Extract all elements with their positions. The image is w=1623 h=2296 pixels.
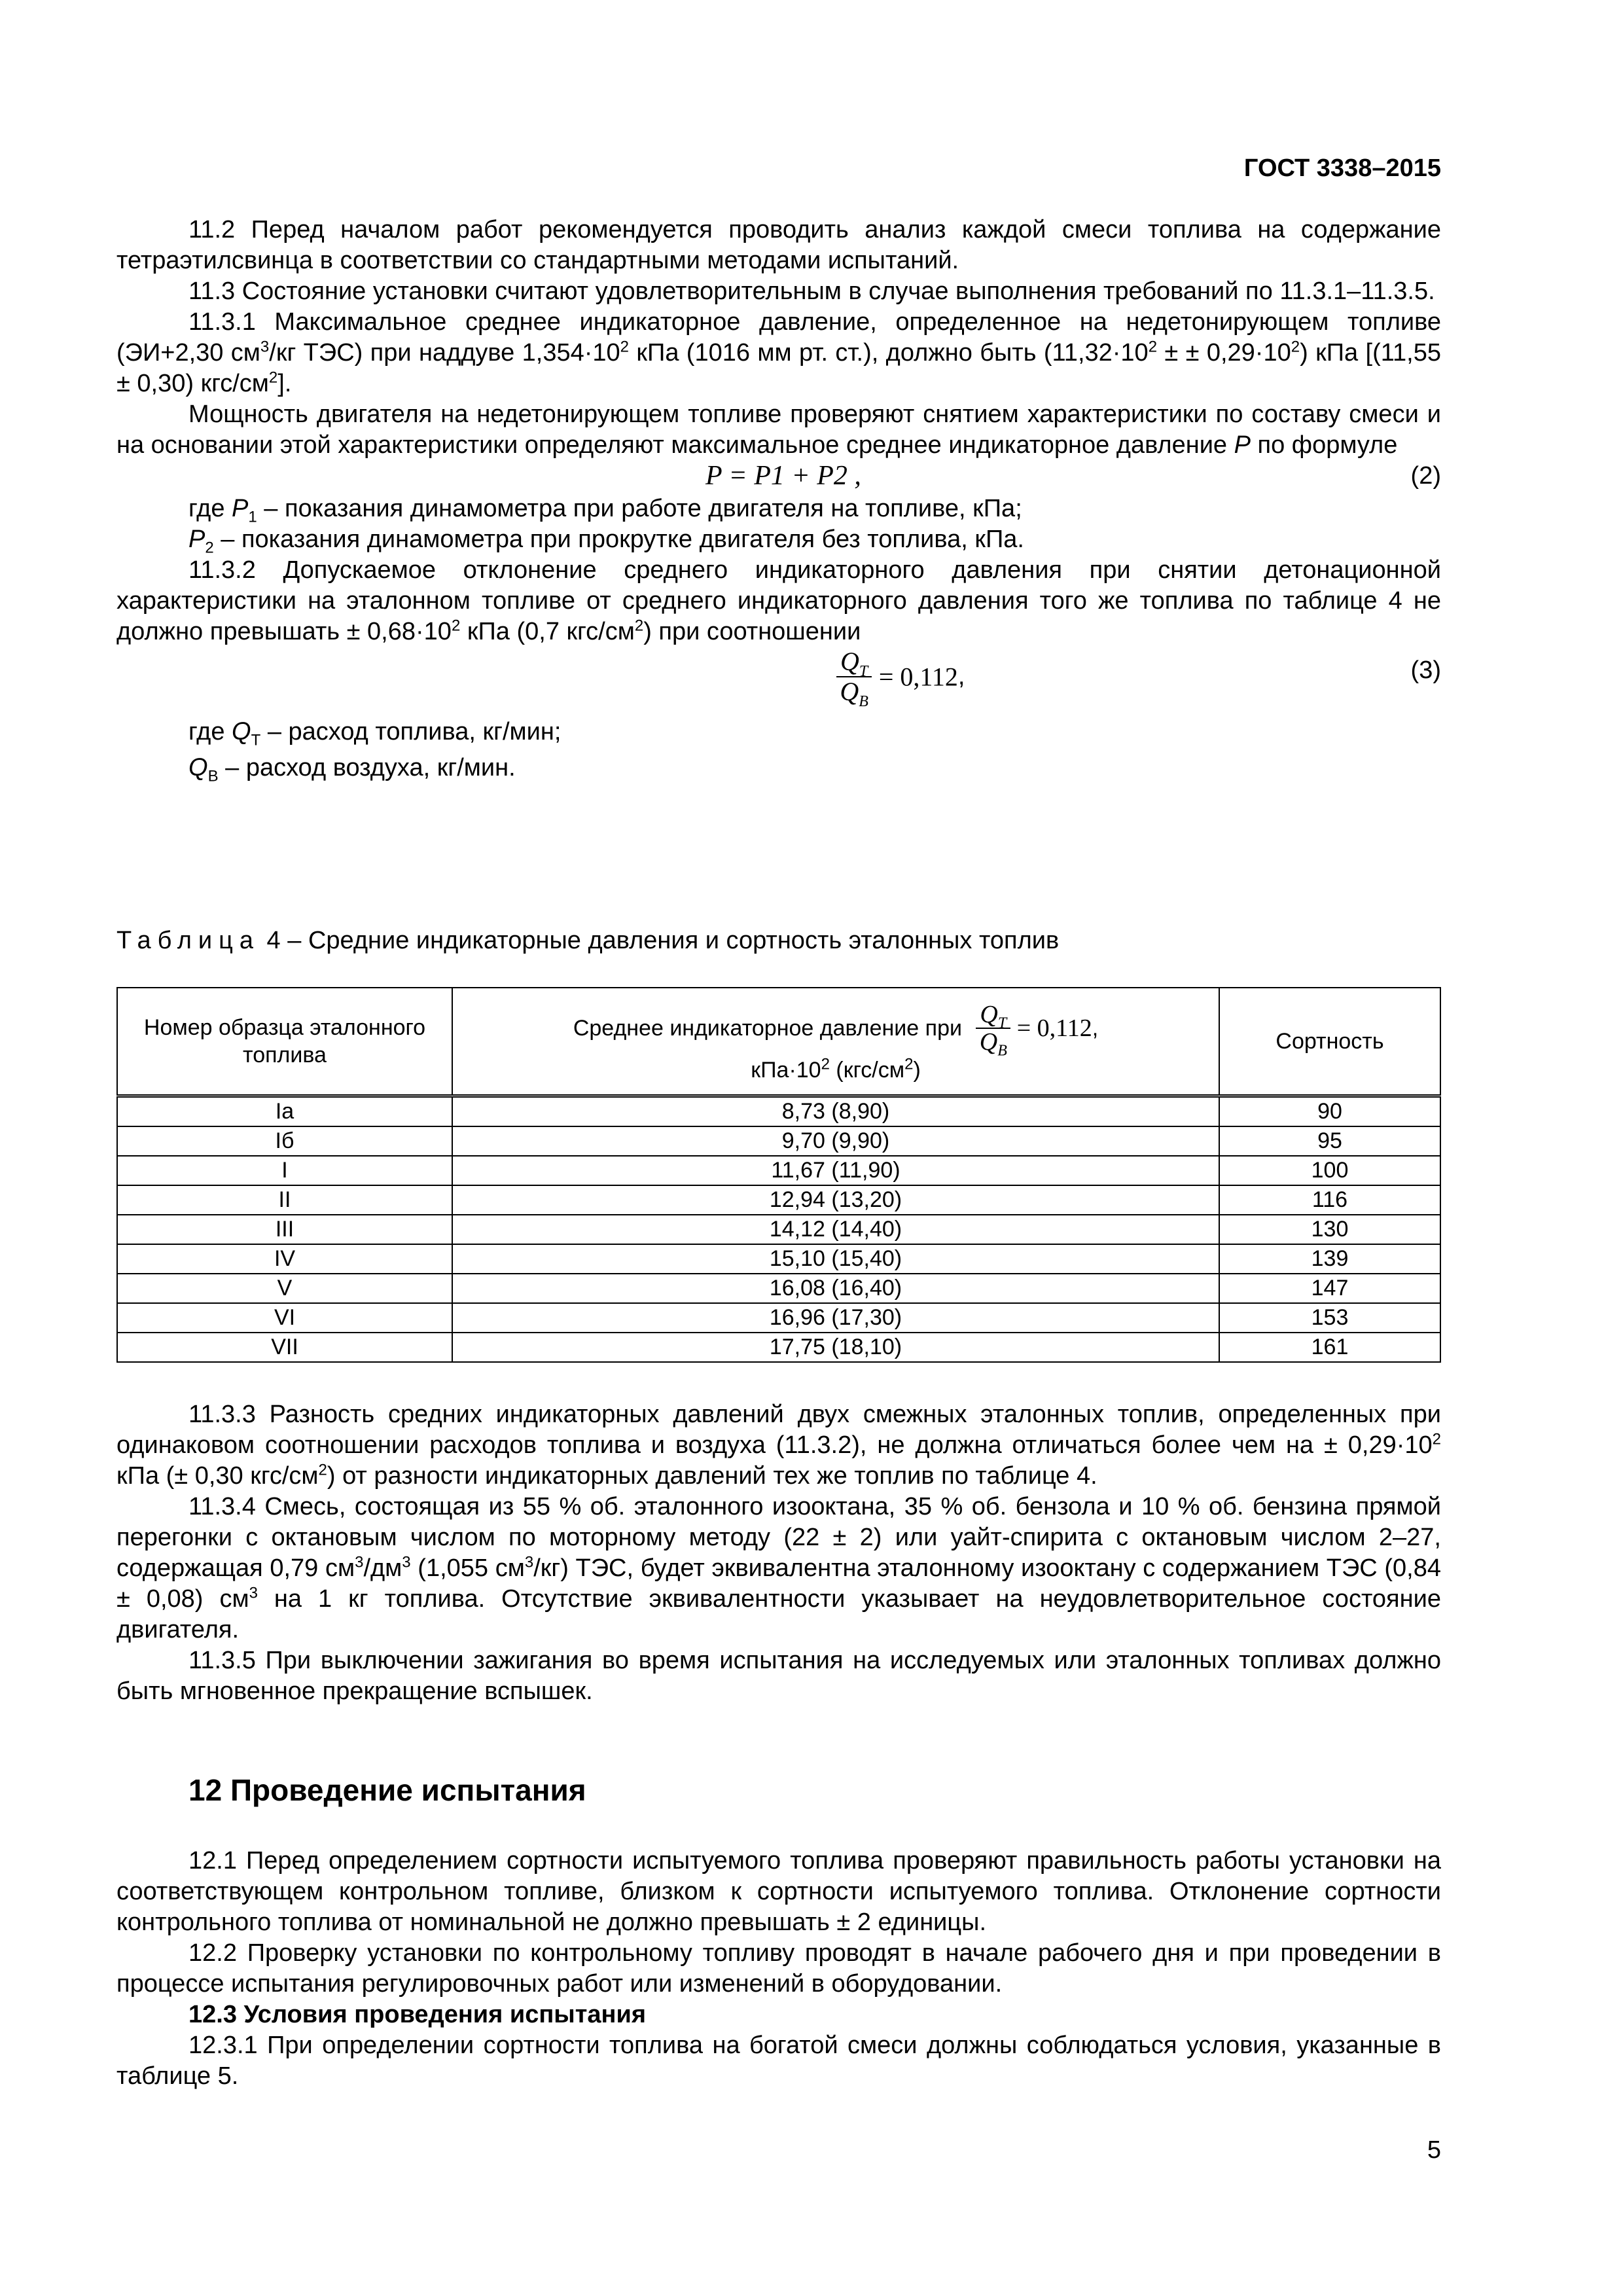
cell-sample: Iб [117, 1126, 452, 1156]
where-qt: где $Q_Т$ – расход топлива, кг/мин; [188, 718, 562, 749]
table-row [117, 1333, 1440, 1362]
cell-sample: IV [117, 1244, 452, 1274]
cell-sample: VI [117, 1303, 452, 1333]
cell-sample: VII [117, 1333, 452, 1362]
paragraph-12-1: 12.1 Перед определением сортности испытуемого топлива проверяют правильность работы установки на соответствующем контрольном топливе, близком к сортности испытуемого топлива. Отклонение сортности контрольного топлива от номинальной не должно превышать ± 2 единицы. [116, 1847, 1441, 1936]
text-block-section-12 [116, 1846, 1441, 2092]
cell-grade: 90 [1219, 1096, 1440, 1127]
table-4-caption: Таблица 4 – Средние индикаторные давления и сортность эталонных топлив [116, 927, 1060, 954]
cell-grade: 147 [1219, 1274, 1440, 1303]
formula-3-number: (3) [1410, 656, 1441, 684]
cell-grade: 161 [1219, 1333, 1440, 1362]
cell-sample: I [117, 1156, 452, 1185]
cell-grade: 130 [1219, 1215, 1440, 1244]
table-row [117, 1185, 1440, 1215]
table-4-col-sample-header: Номер образца эталонного топлива [117, 988, 452, 1096]
cell-pressure: 12,94 (13,20) [452, 1185, 1219, 1215]
cell-pressure: 16,96 (17,30) [452, 1303, 1219, 1333]
paragraph-12-2: 12.2 Проверку установки по контрольному топливу проводят в начале рабочего дня и при проведении в процессе испытания регулировочных работ или изменений в оборудовании. [116, 1939, 1441, 1998]
formula-3 [116, 647, 1441, 710]
cell-pressure: 9,70 (9,90) [452, 1126, 1219, 1156]
text-block-bottom [116, 1399, 1441, 1707]
cell-sample: II [117, 1185, 452, 1215]
formula-2-expression: P = P1 + P2 , [705, 461, 861, 491]
cell-pressure: 14,12 (14,40) [452, 1215, 1219, 1244]
text-block-top [116, 215, 1441, 783]
table-4 [116, 987, 1441, 1363]
table-row [117, 1244, 1440, 1274]
formula-2 [116, 461, 1441, 493]
cell-pressure: 16,08 (16,40) [452, 1274, 1219, 1303]
cell-pressure: 8,73 (8,90) [452, 1096, 1219, 1127]
paragraph-12-3-1: 12.3.1 При определении сортности топлива на богатой смеси должны соблюдаться условия, указанные в таблице 5. [116, 2032, 1441, 2090]
document-code: ГОСТ 3338–2015 [1243, 154, 1441, 182]
cell-grade: 116 [1219, 1185, 1440, 1215]
page-number: 5 [1427, 2136, 1441, 2164]
paragraph-11-3-2: 11.3.2 Допускаемое отклонение среднего индикаторного давления при снятии детонационной характеристики на эталонном топливе от среднего индикаторного давления того же топлива по таблице 4 не должно превышать ± $0,68\cdot 10^2$ кПа (0,7 кгс/$см^2$) при соотношении [116, 556, 1441, 645]
table-row [117, 1303, 1440, 1333]
paragraph-11-3: 11.3 Состояние установки считают удовлетворительным в случае выполнения требований по 11.3.1–11.3.5. [188, 278, 1435, 305]
cell-grade: 153 [1219, 1303, 1440, 1333]
cell-sample: III [117, 1215, 452, 1244]
cell-pressure: 11,67 (11,90) [452, 1156, 1219, 1185]
table-4-header-fraction: $\frac{Q_Т}{Q_В}$ [976, 1001, 1010, 1055]
paragraph-11-3-5: 11.3.5 При выключении зажигания во время испытания на исследуемых или эталонных топливах должно быть мгновенное прекращение вспышек. [116, 1647, 1441, 1705]
cell-sample: Iа [117, 1096, 452, 1127]
cell-sample: V [117, 1274, 452, 1303]
table-4-header-row [117, 988, 1440, 1096]
paragraph-11-2: 11.2 Перед началом работ рекомендуется проводить анализ каждой смеси топлива на содержание тетраэтилсвинца в соответствии со стандартными методами испытаний. [116, 216, 1441, 274]
paragraph-11-3-4: 11.3.4 Смесь, состоящая из 55 % об. эталонного изооктана, 35 % об. бензола и 10 % об. бензина прямой перегонки с октановым числом по моторному методу (22 ± 2) или уайт-спирита с октановым числом 2–27, содержащая 0,79 $см^3/дм^3$ (1,055 $см^3/кг$) ТЭС, будет эквивалентна эталонному изооктану с содержанием ТЭС (0,84 ± 0,08) $см^3$ на 1 кг топлива. Отсутствие эквивалентности указывает на неудовлетворительное состояние двигателя. [116, 1493, 1441, 1643]
table-4-col-grade-header: Сортность [1219, 988, 1440, 1096]
formula-3-expression: $\frac{Q_Т}{Q_В}$ = 0,112, [836, 647, 965, 706]
table-row [117, 1274, 1440, 1303]
where-qv: $Q_В$ – расход воздуха, кг/мин. [188, 754, 516, 785]
cell-grade: 95 [1219, 1126, 1440, 1156]
paragraph-power: Мощность двигателя на недетонирующем топливе проверяют снятием характеристики по составу смеси и на основании этой характеристики определяют максимальное среднее индикаторное давление P по формуле [116, 401, 1441, 459]
paragraph-11-3-1: 11.3.1 Максимальное среднее индикаторное давление, определенное на недетонирующем топливе (ЭИ+2,30 $см^3/кг$ ТЭС) при наддуве $1,354\cdot 10^2$ кПа (1016 мм рт. ст.), должно быть ($11,32\cdot 10^2$ ± ± $0,29\cdot 10^2$) кПа [(11,55 ± 0,30) кгс/$см^2$]. [116, 308, 1441, 397]
where-p2: $P_2$ – показания динамометра при прокрутке двигателя без топлива, кПа. [188, 526, 1024, 557]
table-row [117, 1096, 1440, 1127]
cell-pressure: 15,10 (15,40) [452, 1244, 1219, 1274]
where-p1: где $P_1$ – показания динамометра при работе двигателя на топливе, кПа; [188, 495, 1022, 526]
table-row [117, 1156, 1440, 1185]
table-row [117, 1126, 1440, 1156]
table-4-col-pressure-header: Среднее индикаторное давление при $\frac{Q_Т}{Q_В}$ = 0,112, $кПа\cdot 10^2$ $(кгс/см^2)$ [452, 988, 1219, 1096]
cell-grade: 139 [1219, 1244, 1440, 1274]
formula-3-fraction: $\frac{Q_Т}{Q_В}$ [836, 647, 872, 706]
paragraph-11-3-3: 11.3.3 Разность средних индикаторных давлений двух смежных эталонных топлив, определенных при одинаковом соотношении расходов топлива и воздуха (11.3.2), не должна отличаться более чем на ± $0,29\cdot 10^2$ кПа (± 0,30 кгс/$см^2$) от разности индикаторных давлений тех же топлив по таблице 4. [116, 1401, 1441, 1490]
cell-pressure: 17,75 (18,10) [452, 1333, 1219, 1362]
paragraph-12-3-heading: 12.3 Условия проведения испытания [188, 2001, 646, 2028]
table-row [117, 1215, 1440, 1244]
section-12-title: 12 Проведение испытания [188, 1773, 586, 1807]
formula-2-number: (2) [1410, 462, 1441, 490]
cell-grade: 100 [1219, 1156, 1440, 1185]
